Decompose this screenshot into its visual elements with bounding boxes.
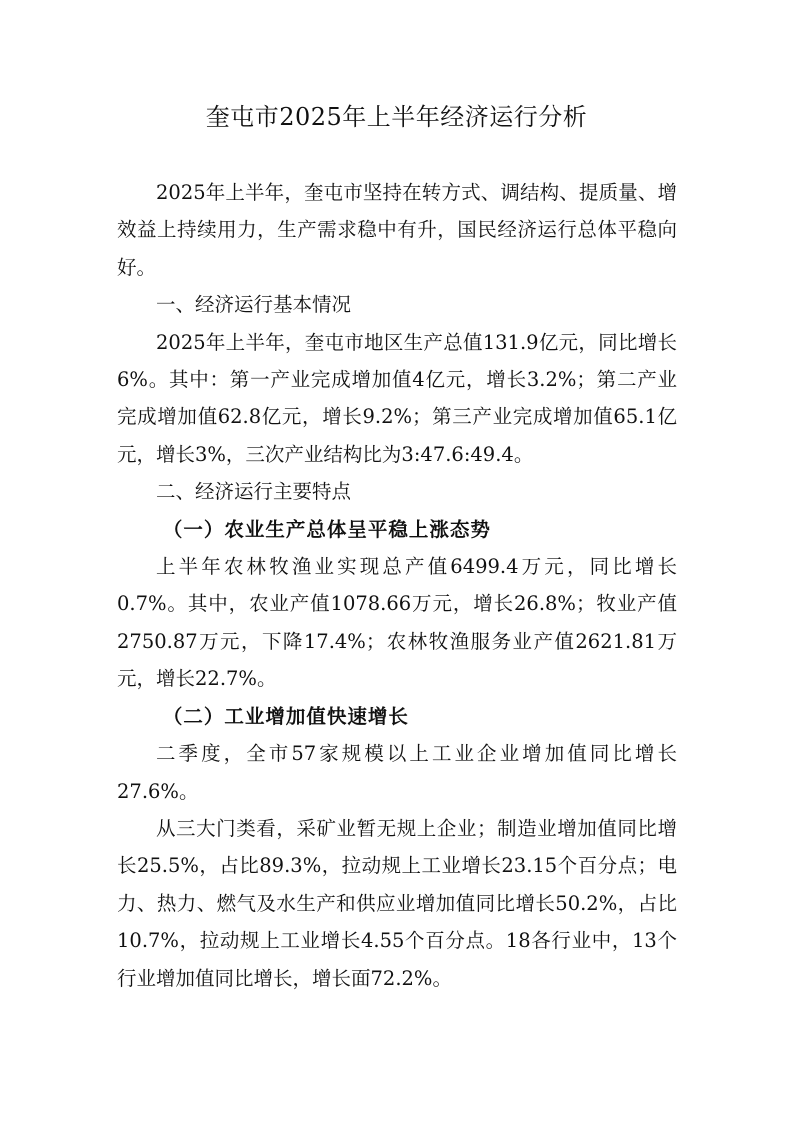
agriculture-paragraph: 上半年农林牧渔业实现总产值6499.4万元，同比增长0.7%。其中，农业产值1078.66万元，增长26.8%；牧业产值2750.87万元，下降17.4%；农林牧渔服务业产值2621.81万元，增长22.7%。 (117, 555, 677, 691)
subheading-industry: （二）工业增加值快速增长 (162, 704, 409, 728)
gdp-paragraph: 2025年上半年，奎屯市地区生产总值131.9亿元，同比增长6%。其中：第一产业完成增加值4亿元，增长3.2%；第二产业完成增加值62.8亿元，增长9.2%；第三产业完成增加值65.1亿元，增长3%，三次产业结构比为3:47.6:49.4。 (117, 330, 677, 466)
intro-paragraph: 2025年上半年，奎屯市坚持在转方式、调结构、提质量、增效益上持续用力，生产需求稳中有升，国民经济运行总体平稳向好。 (117, 181, 677, 279)
document-body (117, 174, 677, 997)
section-heading-basic-situation: 一、经济运行基本情况 (156, 293, 352, 317)
section-heading-main-features: 二、经济运行主要特点 (156, 480, 352, 504)
subheading-agriculture: （一）农业生产总体呈平稳上涨态势 (162, 517, 491, 541)
industry-paragraph-categories: 从三大门类看，采矿业暂无规上企业；制造业增加值同比增长25.5%，占比89.3%，拉动规上工业增长23.15个百分点；电力、热力、燃气及水生产和供应业增加值同比增长50.2%，占比10.7%，拉动规上工业增长4.55个百分点。18各行业中，13个行业增加值同比增长，增长面72.2%。 (117, 816, 677, 990)
industry-paragraph-quarter: 二季度，全市57家规模以上工业企业增加值同比增长27.6%。 (117, 742, 677, 803)
document-title: 奎屯市2025年上半年经济运行分析 (205, 103, 588, 131)
